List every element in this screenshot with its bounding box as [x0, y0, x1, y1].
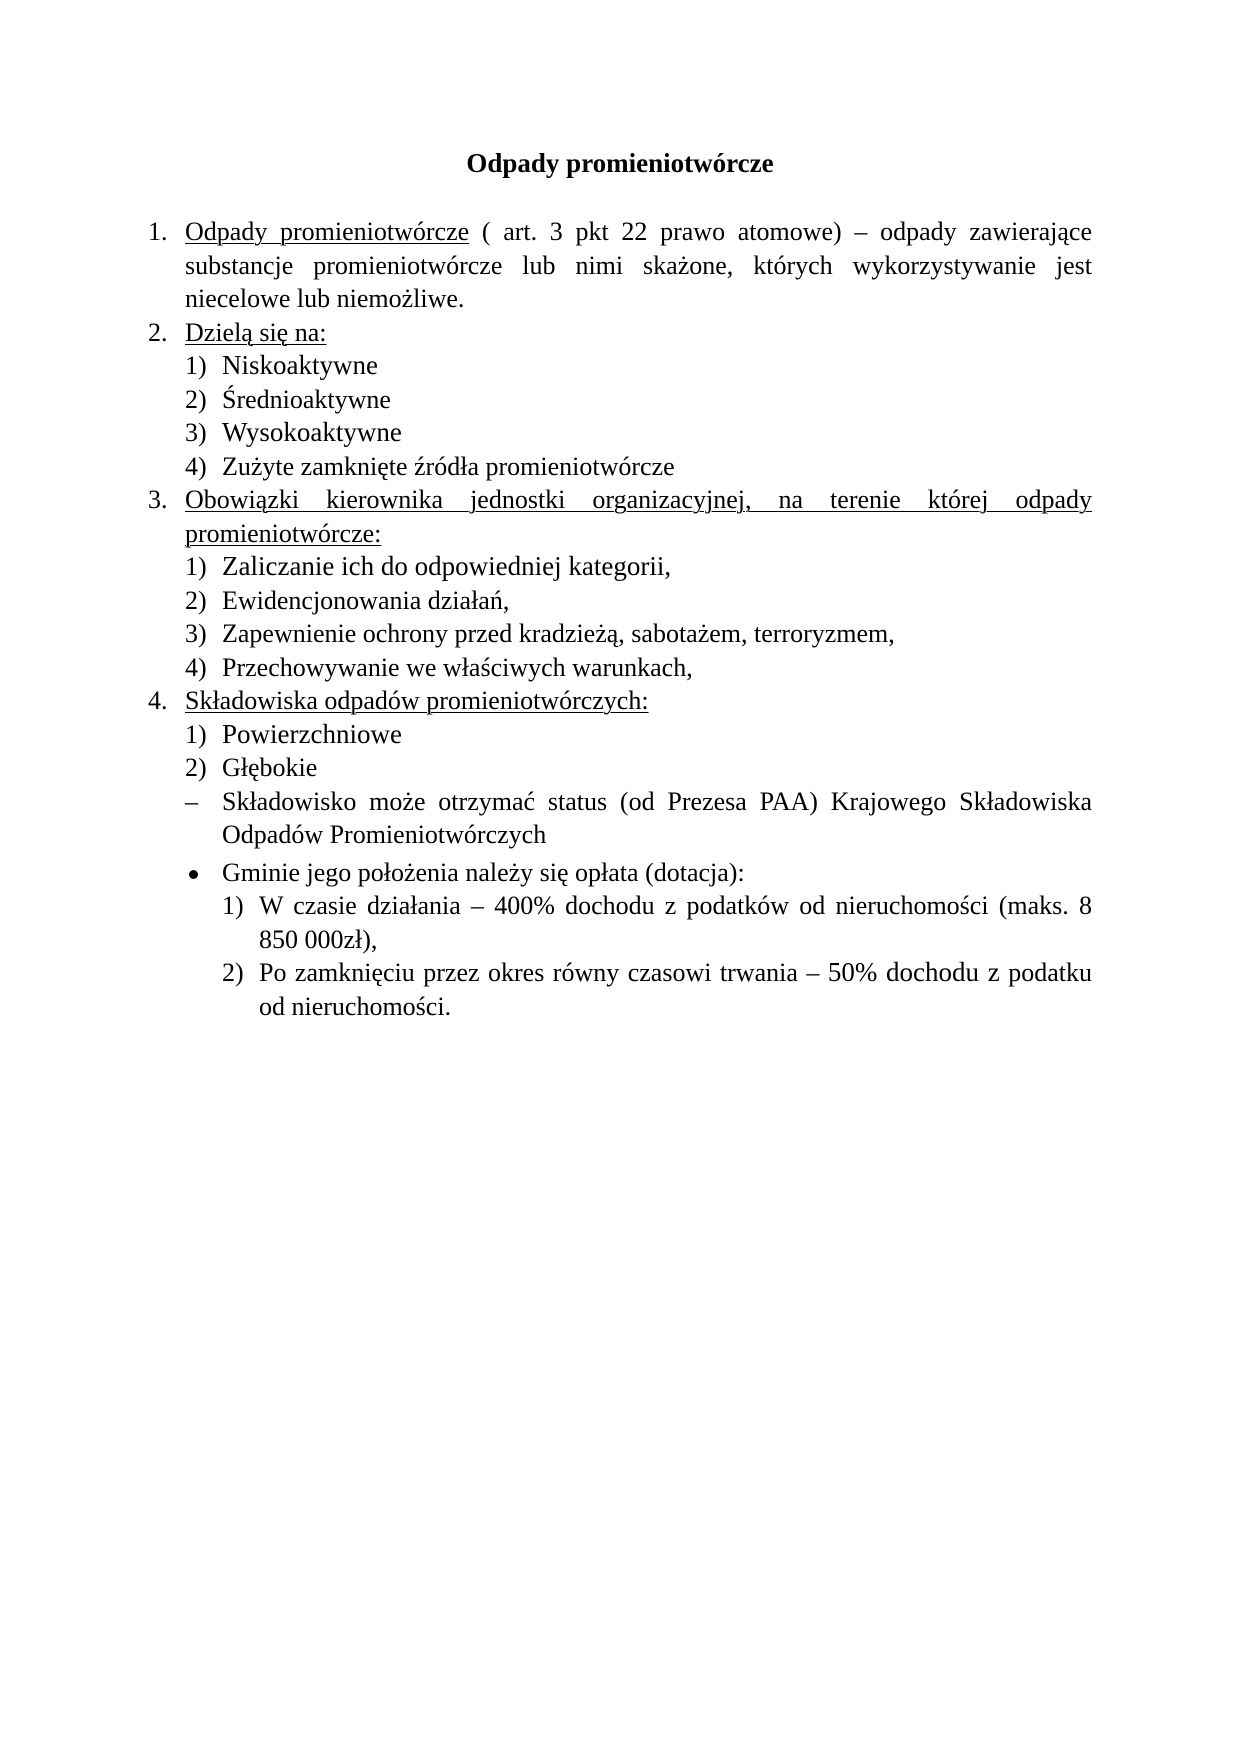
- sub-item-number: 2): [185, 384, 207, 414]
- sub-item-text: Powierzchniowe: [222, 718, 402, 749]
- sub-item: [185, 751, 1092, 785]
- sub-item-text-part: Po zamknięciu przez okres równy czasowi trwania –: [259, 958, 828, 987]
- sub-item-number: 1): [185, 719, 207, 749]
- sub-item-text: Zapewnienie ochrony przed kradzieżą, sabotażem, terroryzmem,: [222, 619, 895, 648]
- sub-item: [185, 651, 1092, 685]
- item-heading: Obowiązki kierownika jednostki organizacyjnej, na terenie której odpady promieniotwórcze:: [185, 485, 1092, 548]
- sub-item-text: [259, 956, 1092, 1023]
- dash-text: Składowisko może otrzymać status (od Prezesa PAA) Krajowego Składowiska Odpadów Promieniotwórczych: [222, 786, 1092, 849]
- item-number: 2.: [148, 317, 168, 347]
- bullet-text: Gminie jego położenia należy się opłata (dotacja):: [222, 857, 745, 887]
- item-number: 1.: [148, 217, 168, 246]
- dash-item: [185, 785, 1092, 852]
- item-heading: Odpady promieniotwórcze: [185, 217, 470, 246]
- dash-mark: –: [185, 786, 198, 816]
- sub-item-text: Średnioaktywne: [222, 384, 391, 414]
- item-number: 4.: [148, 686, 168, 715]
- sub-item: [185, 349, 1092, 383]
- bullet-icon: [185, 856, 222, 1024]
- sub-item: [185, 617, 1092, 651]
- item-body: [185, 483, 1092, 684]
- bullet-body: [222, 856, 1092, 1024]
- item-body: [185, 316, 1092, 484]
- document-body: [148, 215, 1092, 1023]
- sub-item-text: Ewidencjonowania działań,: [222, 585, 510, 615]
- list-item-1: [148, 215, 1092, 316]
- item-definition: ( art. 3 pkt 22 prawo atomowe) – odpady zawierające substancje promieniotwórcze lub nimi skażone, których wykorzystywanie jest niecelowe lub niemożliwe.: [185, 217, 1092, 313]
- sub-item-number: 1): [185, 351, 207, 380]
- sub-item-text: Zużyte zamknięte źródła promieniotwórcze: [222, 451, 675, 481]
- list-item-4: [148, 684, 1092, 1023]
- sub-item: [222, 956, 1092, 1023]
- item-number: 3.: [148, 485, 168, 514]
- sub-item-number: 3): [185, 619, 207, 648]
- sub-item-number: 1): [222, 891, 244, 920]
- sub-item-number: 1): [185, 552, 207, 581]
- item-heading: Składowiska odpadów promieniotwórczych:: [185, 686, 649, 715]
- item-heading: Dzielą się na:: [185, 317, 327, 347]
- item-body: [185, 684, 1092, 1023]
- sub-item-number: 4): [185, 451, 207, 481]
- sub-item-number: 4): [185, 652, 207, 682]
- item-text: [185, 215, 1092, 316]
- list-item-3: [148, 483, 1092, 684]
- sub-item: [185, 550, 1092, 584]
- bullet-item: [185, 856, 1092, 1024]
- sub-item: [185, 383, 1092, 417]
- sub-item-text: Głębokie: [222, 753, 318, 782]
- sub-item: [185, 584, 1092, 618]
- sub-item: [222, 889, 1092, 956]
- sub-item: [185, 416, 1092, 450]
- sub-item-text-part: podatku od nieruchomości.: [259, 958, 1092, 1021]
- sub-item-text: Wysokoaktywne: [222, 417, 402, 447]
- sub-item-text: Przechowywanie we właściwych warunkach,: [222, 652, 693, 682]
- sub-item-number: 2): [185, 585, 207, 615]
- sub-item-text-emphasis: 50% dochodu z: [827, 957, 1000, 987]
- sub-item-number: 2): [222, 958, 244, 987]
- sub-item-number: 2): [185, 753, 207, 782]
- sub-item: [185, 718, 1092, 752]
- page-title: Odpady promieniotwórcze: [466, 148, 774, 178]
- list-item-2: [148, 316, 1092, 484]
- sub-item-number: 3): [185, 418, 207, 447]
- sub-item-text: W czasie działania – 400% dochodu z podatków od nieruchomości (maks. 8 850 000zł),: [259, 891, 1092, 954]
- sub-item-text: Niskoaktywne: [222, 350, 378, 380]
- sub-item-text: Zaliczanie ich do odpowiedniej kategorii,: [222, 551, 672, 581]
- sub-item: [185, 450, 1092, 484]
